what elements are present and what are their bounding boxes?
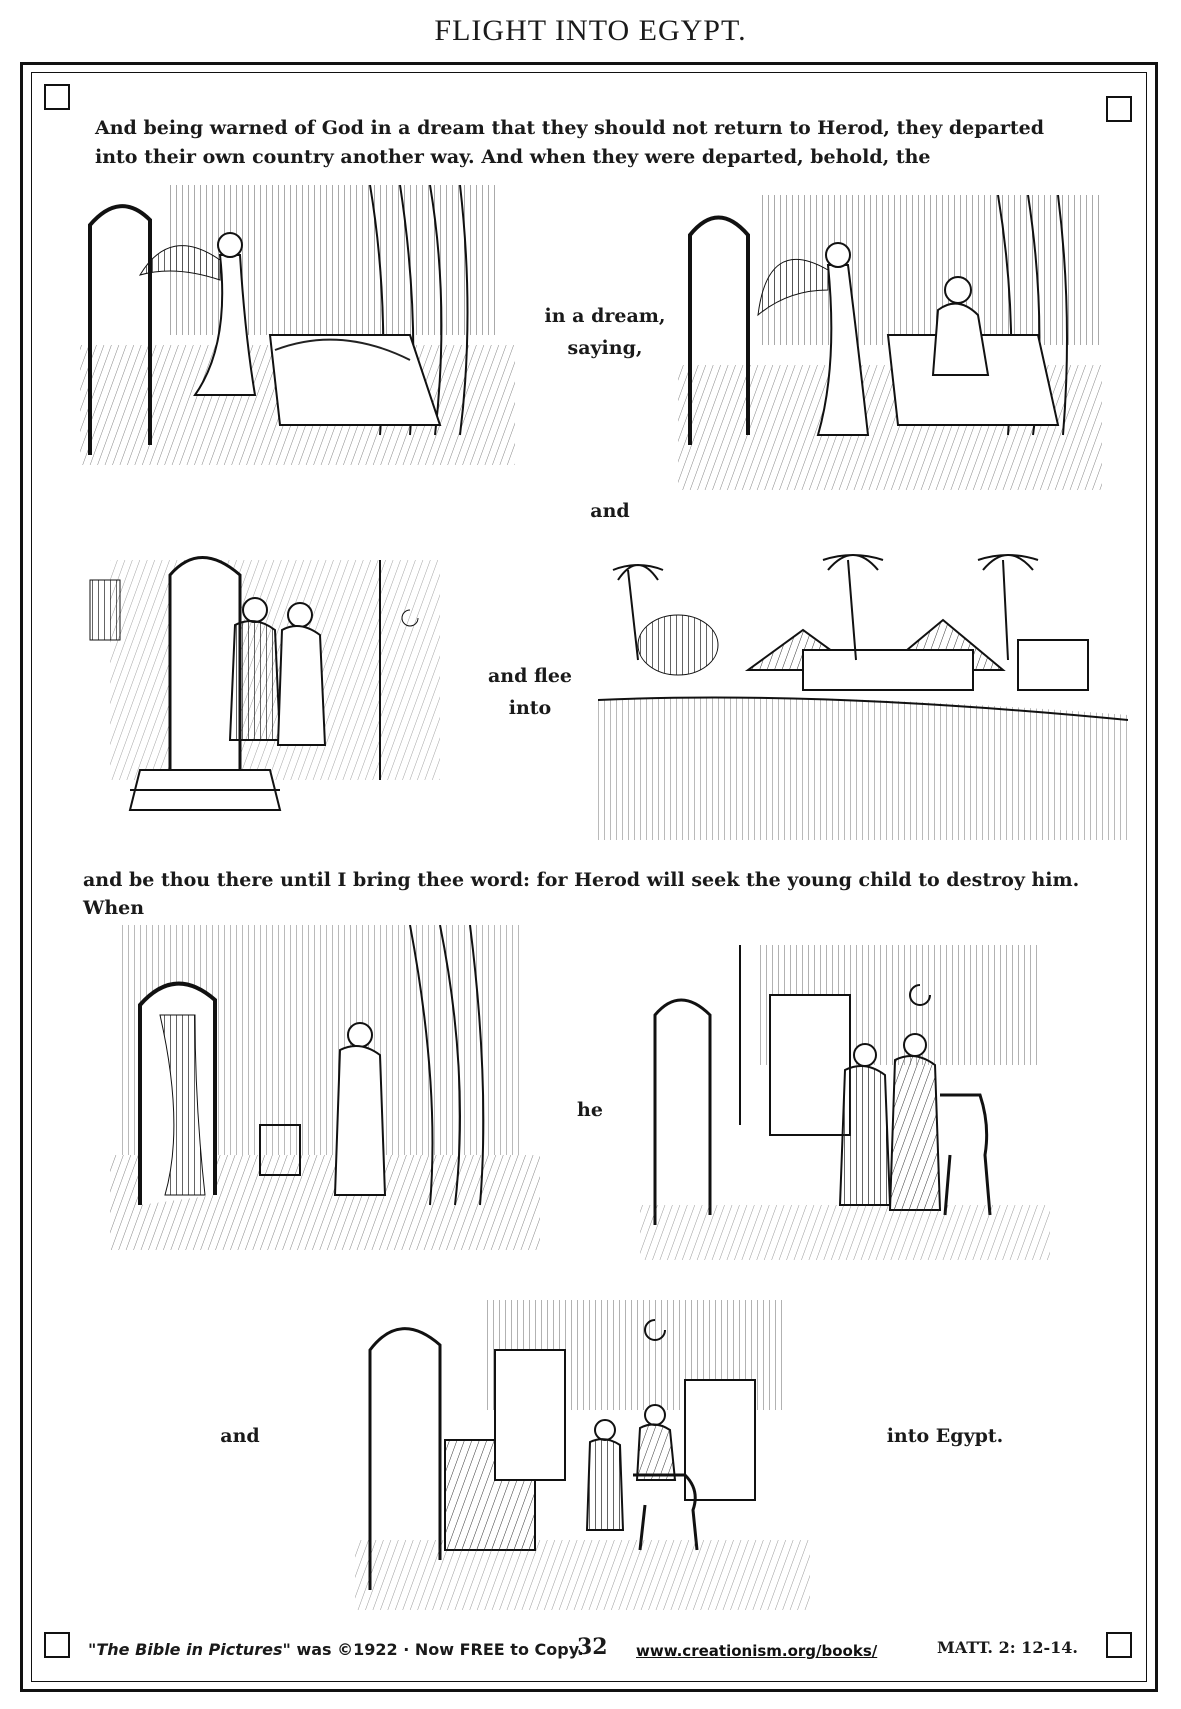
illustration-took-child [640,925,1050,1260]
illustration-egypt-landscape [598,540,1128,840]
middle-text-line-2: When [83,897,145,919]
illustration-angel-speaks [678,195,1102,490]
caption-into-egypt: into Egypt. [886,1425,1004,1447]
illustration-departed [355,1290,810,1610]
intro-text-line-1: And being warned of God in a dream that they should not return to Herod, they departed [95,117,1044,139]
corner-ornament-top-right [1106,96,1132,122]
footer-credit-rest: was ©1922 · Now FREE to Copy. [290,1640,584,1659]
footer-credit-title: "The Bible in Pictures" [88,1640,291,1659]
illustration-joseph-rises [110,925,540,1250]
intro-text-line-2: into their own country another way. And when they were departed, behold, the [95,146,931,168]
caption-in-a-dream: in a dream, [544,305,666,327]
caption-saying: saying, [567,337,643,359]
caption-and-2: and [220,1425,260,1447]
corner-ornament-top-left [44,84,70,110]
caption-he: he [577,1099,603,1121]
caption-into: into [508,697,552,719]
middle-text-line-1: and be thou there until I bring thee word: for Herod will seek the young child to destroy him. [83,869,1080,891]
illustration-angel-appears [80,185,515,465]
corner-ornament-bottom-left [44,1632,70,1658]
footer-credit [88,1640,584,1659]
page-number: 32 [577,1634,608,1660]
page-title: FLIGHT INTO EGYPT. [434,14,747,47]
caption-and-flee: and flee [487,665,572,687]
footer-website-link[interactable]: www.creationism.org/books/ [636,1642,878,1660]
scripture-reference: MATT. 2: 12-14. [937,1638,1078,1657]
corner-ornament-bottom-right [1106,1632,1132,1658]
illustration-arise-take [50,540,475,840]
caption-and-1: and [590,500,630,522]
